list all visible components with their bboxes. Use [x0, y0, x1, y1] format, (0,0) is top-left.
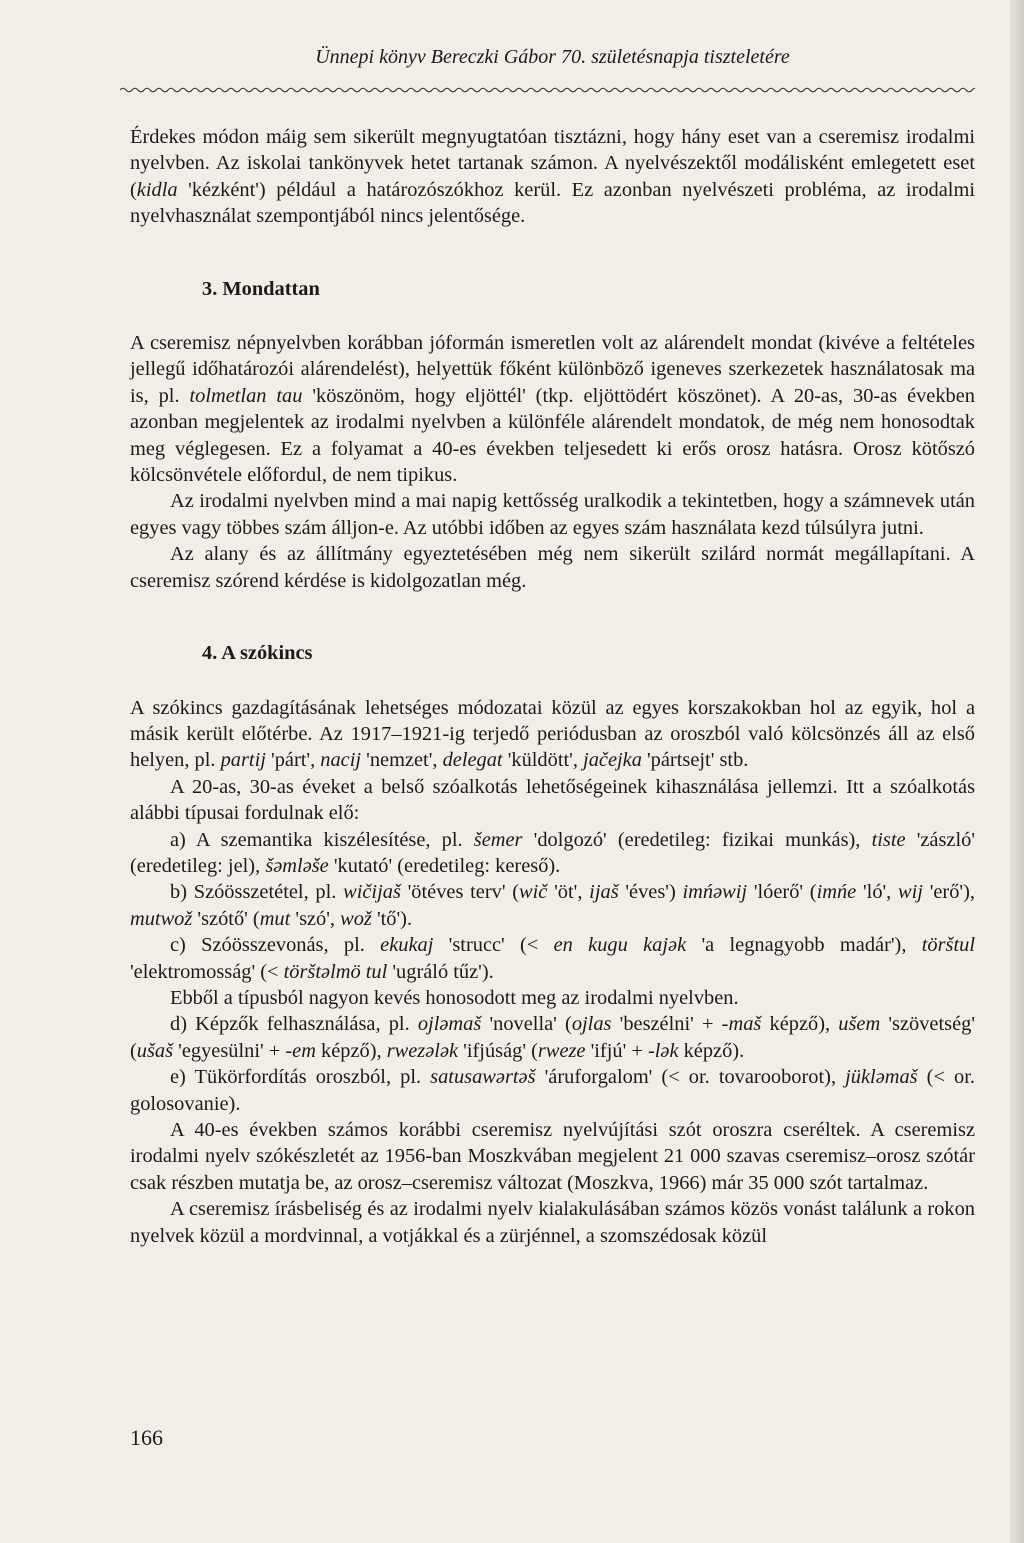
intro-paragraph: Érdekes módon máig sem sikerült megnyugtatóan tisztázni, hogy hány eset van a cseremisz irodalmi nyelvben. Az iskolai tankönyvek hetet tartanak számon. A nyelvészektől modálisként emlegetett eset (kidla 'kézként') például a határozószókhoz kerül. Ez azonban nyelvészeti probléma, az irodalmi nyelvhasználat szempontjából nincs jelentősége. [130, 126, 975, 228]
section-heading-vocabulary: 4. A szókincs [202, 642, 313, 665]
list-item-b: b) Szóösszetétel, pl. wičijaš 'ötéves terv' (wič 'öt', ijaš 'éves') imńǝwij 'lóerő' (imńe 'ló', wij 'erő'), mutwož 'szótő' (mut 'szó', wož 'tő'). [130, 881, 975, 930]
vocabulary-paragraph-2: A 20-as, 30-as éveket a belső szóalkotás lehetőségeinek kihasználása jellemzi. Itt a szóalkotás alábbi típusai fordulnak elő: [130, 775, 975, 825]
vocabulary-paragraph-3: A 40-es években számos korábbi cseremisz nyelvújítási szót oroszra cseréltek. A cseremisz irodalmi nyelv szókészletét az 1956-ban Moszkvában megjelent 21 000 szavas cseremisz–orosz szótár csak részben mutatja be, az orosz–cseremisz változat (Moszkva, 1966) már 35 000 szót tartalmaz. [130, 1119, 975, 1194]
list-item-c: c) Szóösszevonás, pl. ekukaj 'strucc' (< en kugu kajǝk 'a legnagyobb madár'), törštul 'elektromosság' (< törštǝlmö tul 'ugráló tűz'). [130, 934, 976, 983]
page-edge [1010, 0, 1024, 1543]
list-item-e: e) Tükörfordítás oroszból, pl. satusawǝrtǝš 'áruforgalom' (< or. tovarooborot), jüklǝmaš (< or. golosovanie). [130, 1066, 976, 1115]
page-body [130, 124, 975, 1249]
wavy-header-rule [120, 86, 975, 94]
page-number: 166 [130, 1425, 163, 1450]
vocabulary-paragraph-1: A szókincs gazdagításának lehetséges módozatai közül az egyes korszakokban hol az egyik, hol a másik került előtérbe. Az 1917–1921-ig terjedő periódusban az oroszból való kölcsönzés áll az első helyen, pl. partij 'párt', nacij 'nemzet', delegat 'küldött', jačejka 'pártsejt' stb. [130, 696, 975, 772]
syntax-paragraph-3: Az alany és az állítmány egyeztetésében még nem sikerült szilárd normát megállapítani. A cseremisz szórend kérdése is kidolgozatlan még. [130, 543, 975, 592]
syntax-paragraph-1: A cseremisz népnyelvben korábban jóformán ismeretlen volt az alárendelt mondat (kivéve a feltételes jellegű időhatározói alárendelést), helyettük főként különböző igeneves szerkezetek használatosak ma is, pl. tolmetlan tau 'köszönöm, hogy eljöttél' (tkp. eljöttödért köszönet). A 20-as, 30-as években azonban megjelentek az irodalmi nyelvben a különféle alárendelt mondatok, de még nem honosodtak meg véglegesen. Ez a folyamat a 40-es években teljesedett ki erős orosz hatásra. Orosz kötőszó kölcsönvétele előfordul, de nem tipikus. [130, 332, 975, 487]
list-item-d: d) Képzők felhasználása, pl. ojlǝmaš 'novella' (ojlas 'beszélni' + -maš képző), ušem 'szövetség' (ušaš 'egyesülni' + -em képző), rwezǝlǝk 'ifjúság' (rweze 'ifjú' + -lǝk képző). [130, 1013, 975, 1062]
list-item-a: a) A szemantika kiszélesítése, pl. šemer 'dolgozó' (eredetileg: fizikai munkás), tiste 'zászló' (eredetileg: jel), šǝmlǝše 'kutató' (eredetileg: kereső). [130, 828, 975, 877]
running-header: Ünnepi könyv Bereczki Gábor 70. születésnapja tiszteletére [315, 46, 790, 68]
syntax-paragraph-2: Az irodalmi nyelvben mind a mai napig kettősség uralkodik a tekintetben, hogy a számnevek után egyes vagy többes szám álljon-e. Az utóbbi időben az egyes szám használata kezd túlsúlyra jutni. [130, 490, 975, 539]
list-item-c-note: Ebből a típusból nagyon kevés honosodott meg az irodalmi nyelvben. [170, 986, 739, 1009]
section-heading-syntax: 3. Mondattan [202, 277, 320, 300]
vocabulary-paragraph-4: A cseremisz írásbeliség és az irodalmi nyelv kialakulásában számos közös vonást találunk a rokon nyelvek közül a mordvinnal, a votjákkal és a zürjénnel, a szomszédosak közül [130, 1198, 975, 1247]
